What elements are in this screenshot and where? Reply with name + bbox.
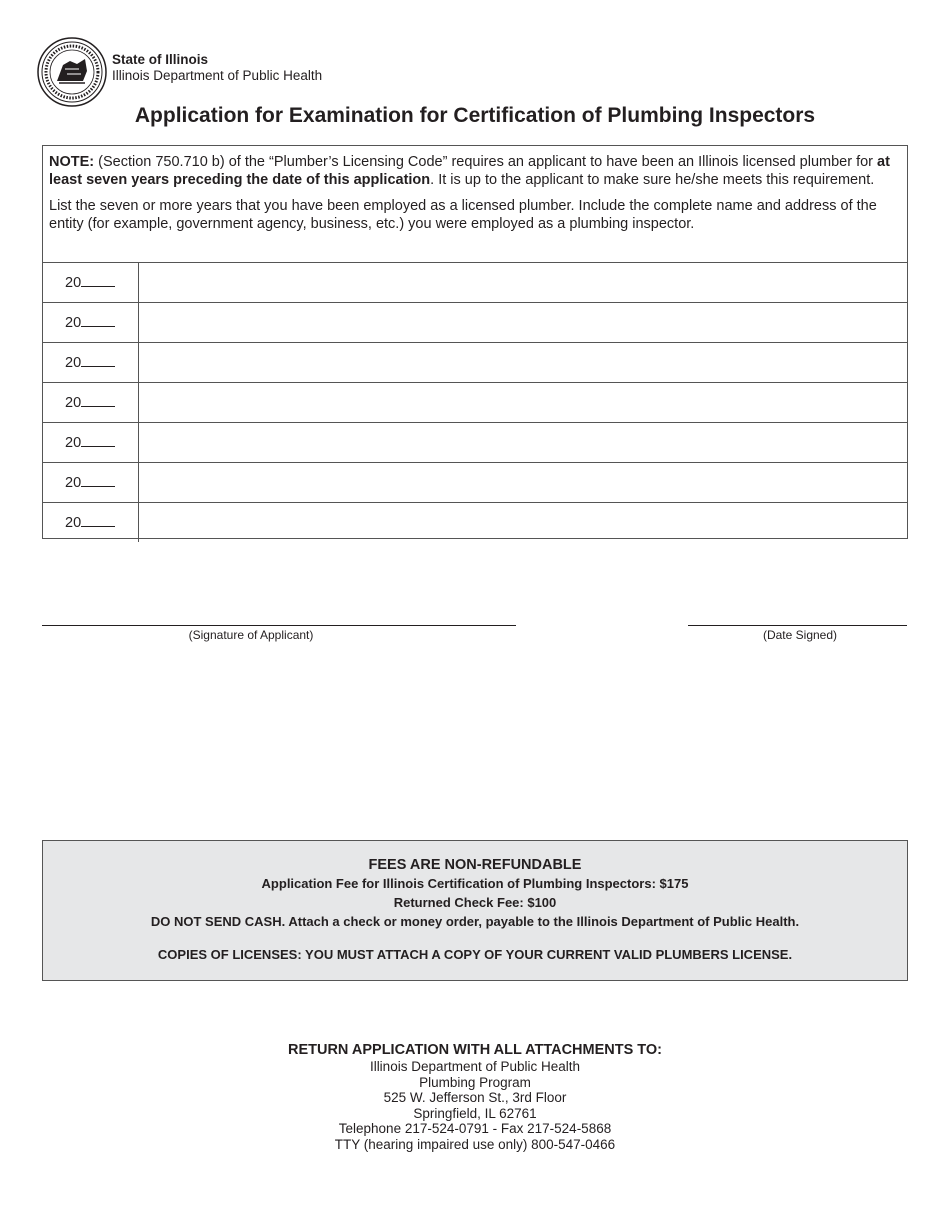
page-title: Application for Examination for Certification of Plumbing Inspectors [134,104,816,127]
note-section [43,146,907,233]
note-text-2: . It is up to the applicant to make sure he/she meets this requirement. [430,172,875,188]
employer-cell[interactable] [138,263,907,303]
year-prefix: 20 [65,395,82,411]
return-line: Illinois Department of Public Health [369,1059,581,1074]
return-heading: RETURN APPLICATION WITH ALL ATTACHMENTS TO: [287,1042,662,1058]
date-signed-line[interactable] [688,625,907,626]
fees-heading: FEES ARE NON-REFUNDABLE [368,857,582,873]
returned-check-fee: Returned Check Fee: $100 [393,895,557,910]
applicant-signature-line[interactable] [42,625,516,626]
year-cell[interactable] [43,303,138,343]
employment-years-table [43,262,907,542]
applicant-signature-label: (Signature of Applicant) [188,628,314,642]
employer-cell[interactable] [138,503,907,543]
return-line: Plumbing Program [419,1074,531,1090]
year-prefix: 20 [65,315,82,331]
agency-header [112,52,322,84]
year-blank[interactable] [81,274,115,287]
return-line: Telephone 217-524-0791 - Fax 217-524-5868 [338,1121,612,1136]
table-row [43,423,907,463]
instructions-paragraph: List the seven or more years that you have been employed as a licensed plumber. Include the complete name and address of the entity (for example, government agency, business, etc.) you were employed as a plumbing inspector. [49,198,877,232]
date-signed-label: (Date Signed) [762,628,838,642]
year-cell[interactable] [43,383,138,423]
year-blank[interactable] [81,514,115,527]
year-prefix: 20 [65,435,82,451]
table-row [43,263,907,303]
return-line: Springfield, IL 62761 [413,1105,537,1121]
employment-history-box [42,145,908,539]
table-row [43,503,907,543]
year-blank[interactable] [81,354,115,367]
year-prefix: 20 [65,275,82,291]
table-row [43,463,907,503]
year-blank[interactable] [81,434,115,447]
table-row [43,343,907,383]
department-name: Illinois Department of Public Health [112,68,323,83]
employer-cell[interactable] [138,303,907,343]
return-address [0,1041,950,1152]
note-text-1: (Section 750.710 b) of the “Plumber’s Licensing Code” requires an applicant to have been an Illinois licensed plumber for [94,154,878,170]
application-fee: Application Fee for Illinois Certification of Plumbing Inspectors: $175 [261,876,689,891]
return-line: TTY (hearing impaired use only) 800-547-0466 [334,1136,616,1152]
year-prefix: 20 [65,355,82,371]
state-name: State of Illinois [112,52,209,67]
return-line: 525 W. Jefferson St., 3rd Floor [383,1090,567,1105]
license-notice: COPIES OF LICENSES: YOU MUST ATTACH A COPY OF YOUR CURRENT VALID PLUMBERS LICENSE. [157,947,793,962]
table-row [43,303,907,343]
year-cell[interactable] [43,423,138,463]
year-cell[interactable] [43,343,138,383]
note-paragraph [49,153,901,189]
year-blank[interactable] [81,474,115,487]
state-seal-icon [37,37,107,107]
note-label: NOTE: [49,154,95,170]
year-cell[interactable] [43,263,138,303]
year-cell[interactable] [43,463,138,503]
year-blank[interactable] [81,314,115,327]
fees-spacer [43,931,907,945]
year-blank[interactable] [81,394,115,407]
employer-cell[interactable] [138,383,907,423]
year-prefix: 20 [65,475,82,491]
fees-box [42,840,908,981]
employer-cell[interactable] [138,463,907,503]
employer-cell[interactable] [138,343,907,383]
year-prefix: 20 [65,515,82,531]
cash-notice: DO NOT SEND CASH. Attach a check or money order, payable to the Illinois Department of Public Health. [150,914,800,929]
employer-cell[interactable] [138,423,907,463]
note-bold-requirement: at least seven years preceding the date of this application [49,154,890,188]
year-cell[interactable] [43,503,138,543]
table-row [43,383,907,423]
